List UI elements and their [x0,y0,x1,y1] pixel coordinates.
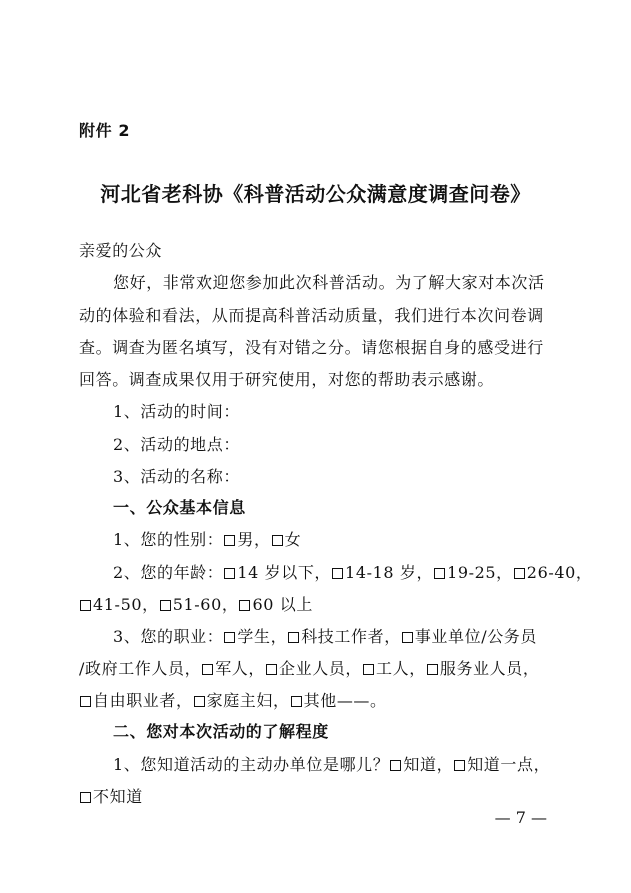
checkbox-age-over-60[interactable] [239,600,250,611]
option-label: 不知道 [93,787,143,806]
checkbox-public-institution[interactable] [402,632,413,643]
question-occupation-continued-1 [79,659,559,679]
option-label: 知道， [403,755,454,774]
option-label: 14 岁以下， [237,563,332,582]
checkbox-service-industry[interactable] [427,664,438,675]
checkbox-military[interactable] [202,664,213,675]
question-occupation-continued-2 [79,691,559,711]
option-label: /政府工作人员， [79,659,202,678]
option-label: 19-25， [447,563,513,582]
checkbox-sci-tech-worker[interactable] [288,632,299,643]
question-label: 1、您的性别： [113,530,224,549]
question-age-continued [79,595,559,615]
question-occupation [113,627,593,647]
activity-location-field: 2、活动的地点： [113,435,240,454]
checkbox-homemaker[interactable] [194,696,205,707]
option-label: 60 以上 [252,595,313,614]
question-label: 3、您的职业： [113,627,224,646]
checkbox-freelancer[interactable] [80,696,91,707]
option-label: 工人， [376,659,426,678]
option-label: 家庭主妇， [206,691,290,710]
checkbox-age-19-25[interactable] [434,568,445,579]
section-1-heading: 一、公众基本信息 [113,498,246,517]
option-label: 女 [284,530,302,549]
checkbox-age-26-40[interactable] [514,568,525,579]
intro-line-3: 查。调查为匿名填写，没有对错之分。请您根据自身的感受进行 [79,338,544,357]
section-2-heading: 二、您对本次活动的了解程度 [113,722,329,741]
intro-line-2: 动的体验和看法，从而提高科普活动质量，我们进行本次问卷调 [79,306,544,325]
document-title: 河北省老科协《科普活动公众满意度调查问卷》 [100,182,531,206]
option-label: 26-40， [526,563,593,582]
checkbox-age-under-14[interactable] [224,568,235,579]
checkbox-other[interactable] [291,696,302,707]
question-label: 1、您知道活动的主动办单位是哪儿？ [113,755,390,774]
attachment-label: 附件 2 [79,121,131,140]
option-label: 学生， [237,627,288,646]
question-label: 2、您的年龄： [113,563,224,582]
checkbox-male[interactable] [224,535,235,546]
option-label: 自由职业者， [93,691,193,710]
option-label: 军人， [215,659,266,678]
checkbox-student[interactable] [224,632,235,643]
option-label: 企业人员， [279,659,363,678]
option-label: 男， [237,530,271,549]
checkbox-know[interactable] [390,760,401,771]
option-label: 科技工作者， [301,627,401,646]
checkbox-age-41-50[interactable] [80,600,91,611]
activity-name-field: 3、活动的名称： [113,467,240,486]
checkbox-worker[interactable] [363,664,374,675]
question-organizer [113,755,593,775]
greeting: 亲爱的公众 [79,241,163,260]
option-label: 14-18 岁， [345,563,434,582]
intro-line-1: 您好，非常欢迎您参加此次科普活动。为了解大家对本次活 [113,273,545,292]
option-label: 知道一点， [467,755,551,774]
checkbox-know-a-little[interactable] [454,760,465,771]
option-label: 51-60， [172,595,239,614]
activity-time-field: 1、活动的时间： [113,402,240,421]
question-organizer-continued [79,787,559,807]
question-age [113,563,593,583]
option-label: 服务业人员， [439,659,540,678]
page-number: — 7 — [494,808,547,827]
checkbox-age-14-18[interactable] [332,568,343,579]
checkbox-dont-know[interactable] [80,792,91,803]
checkbox-enterprise[interactable] [266,664,277,675]
option-label: 事业单位/公务员 [414,627,538,646]
option-label: 41-50， [93,595,159,614]
question-gender [113,530,593,550]
intro-line-4: 回答。调查成果仅用于研究使用，对您的帮助表示感谢。 [79,370,495,389]
checkbox-female[interactable] [272,535,283,546]
option-label: 其他——。 [303,691,387,710]
checkbox-age-51-60[interactable] [160,600,171,611]
